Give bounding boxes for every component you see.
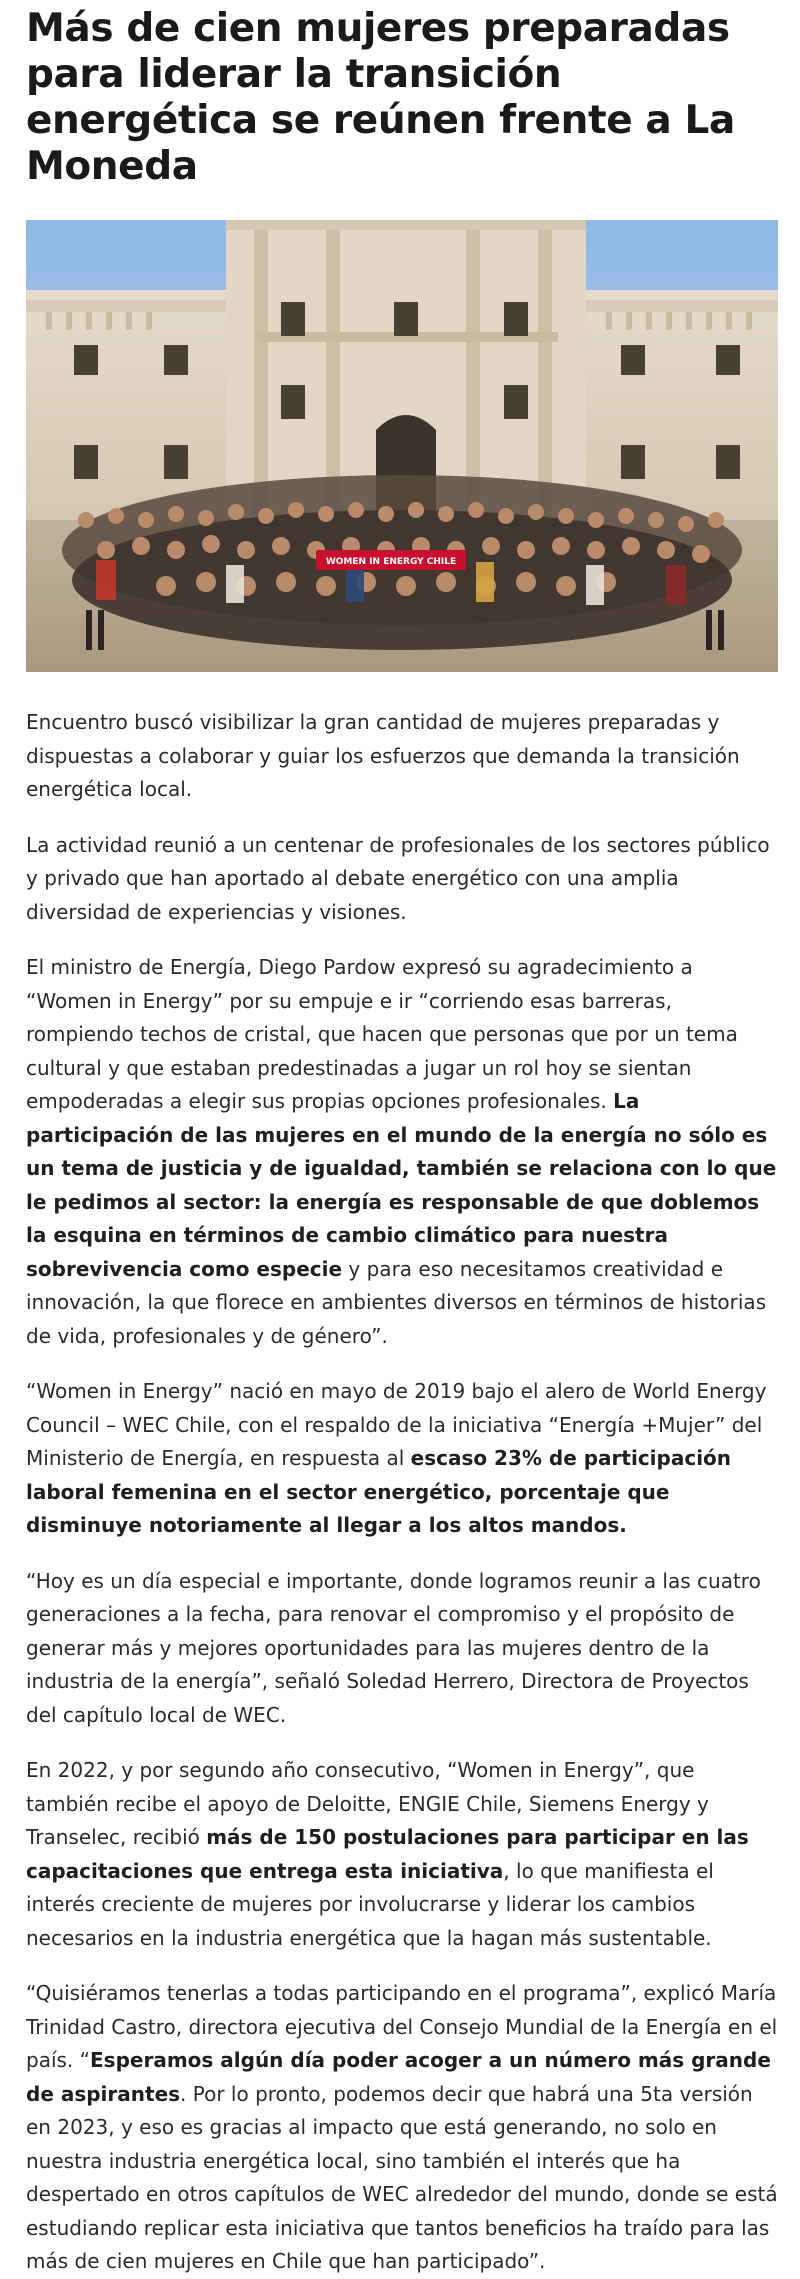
article-paragraph [26, 1375, 778, 1543]
article-paragraph [26, 1977, 778, 2279]
paragraph-text: , lo que manifiesta el interés creciente de mujeres por involucrarse y liderar los cambios necesarios en la industria energética que la hagan más sustentable. [26, 1858, 714, 1950]
paragraph-bold-text: Esperamos algún día poder acoger a un número más grande de aspirantes [26, 2048, 771, 2106]
article-paragraph [26, 706, 778, 807]
article [26, 0, 778, 2279]
article-paragraph [26, 1754, 778, 1955]
hero-image [26, 220, 778, 672]
paragraph-text: . Por lo pronto, podemos decir que habrá una 5ta versión en 2023, y eso es gracias al impacto que está generando, no solo en nuestra industria energética local, sino también el interés que ha despertado en otros capítulos de WEC alrededor del mundo, donde se está estudiando replicar esta iniciativa que tantos beneficios ha traído para las más de cien mujeres en Chile que han participado”. [26, 2081, 778, 2273]
paragraph-bold-text: más de 150 postulaciones para participar en las capacitaciones que entrega esta iniciativa [26, 1825, 749, 1883]
paragraph-text: Encuentro buscó visibilizar la gran cantidad de mujeres preparadas y dispuestas a colaborar y guiar los esfuerzos que demanda la transición energética local. [26, 710, 740, 801]
article-body [26, 706, 778, 2279]
paragraph-text: El ministro de Energía, Diego Pardow expresó su agradecimiento a “Women in Energy” por su empuje e ir “corriendo esas barreras, rompiendo techos de cristal, que hacen que personas que por un tema cultural y que estaban predestinadas a jugar un rol hoy se sientan empoderadas a elegir sus propias opciones profesionales. [26, 955, 738, 1113]
paragraph-bold-text: La participación de las mujeres en el mundo de la energía no sólo es un tema de justicia y de igualdad, también se relaciona con lo que le pedimos al sector: la energía es responsable de que doblemos la esquina en términos de cambio climático para nuestra sobrevivencia como especie [26, 1089, 777, 1281]
article-paragraph [26, 1565, 778, 1733]
article-paragraph [26, 829, 778, 930]
paragraph-text: “Women in Energy” nació en mayo de 2019 bajo el alero de World Energy Council – WEC Chile, con el respaldo de la iniciativa “Energía +Mujer” del Ministerio de Energía, en respuesta al [26, 1379, 767, 1470]
paragraph-text: “Quisiéramos tenerlas a todas participando en el programa”, explicó María Trinidad Castro, directora ejecutiva del Consejo Mundial de la Energía en el país. “ [26, 1981, 778, 2072]
paragraph-bold-text: escaso 23% de participación laboral femenina en el sector energético, porcentaje que disminuye notoriamente al llegar a los altos mandos. [26, 1446, 732, 1537]
paragraph-text: y para eso necesitamos creatividad e innovación, la que florece en ambientes diversos en términos de historias de vida, profesionales y de género”. [26, 1256, 767, 1348]
paragraph-text: En 2022, y por segundo año consecutivo, “Women in Energy”, que también recibe el apoyo de Deloitte, ENGIE Chile, Siemens Energy y Transelec, recibió [26, 1758, 709, 1849]
paragraph-text: “Hoy es un día especial e importante, donde logramos reunir a las cuatro generaciones a la fecha, para renovar el compromiso y el propósito de generar más y mejores oportunidades para las mujeres dentro de la industria de la energía”, señaló Soledad Herrero, Directora de Proyectos del capítulo local de WEC. [26, 1568, 761, 1727]
svg-text:WOMEN IN ENERGY CHILE: WOMEN IN ENERGY CHILE [325, 557, 457, 567]
paragraph-text: La actividad reunió a un centenar de profesionales de los sectores público y privado que han aportado al debate energético con una amplia diversidad de experiencias y visiones. [26, 832, 770, 924]
article-paragraph [26, 951, 778, 1353]
article-title: Más de cien mujeres preparadas para liderar la transición energética se reúnen frente a La Moneda [26, 6, 735, 189]
